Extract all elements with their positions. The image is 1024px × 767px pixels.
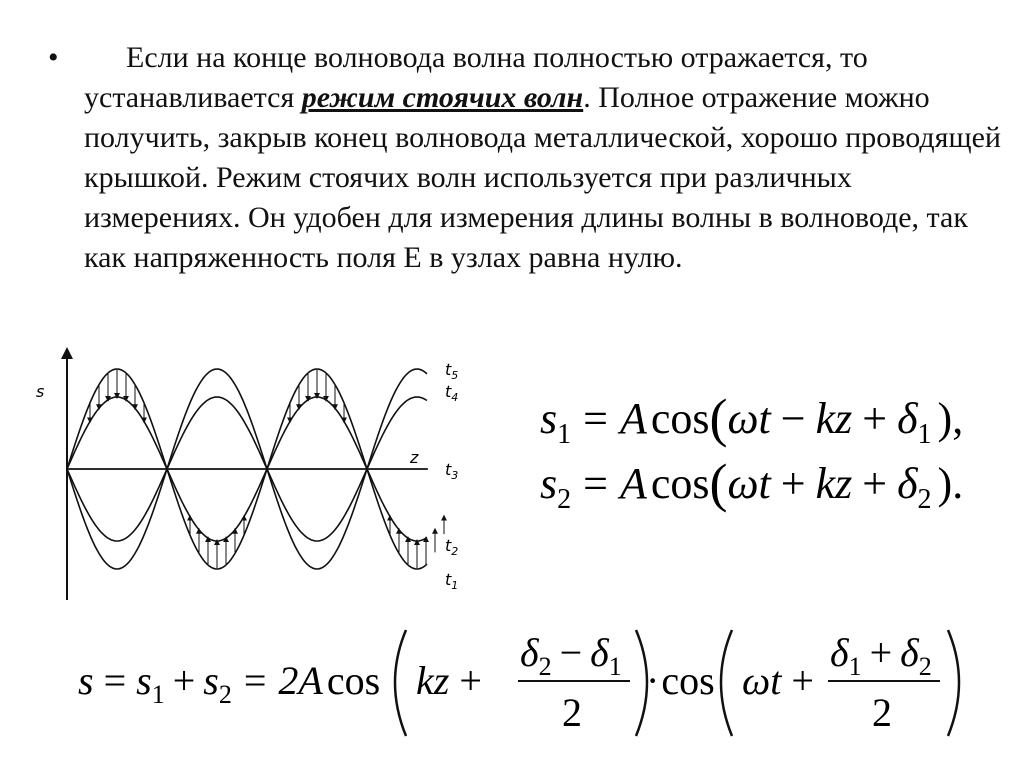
curve-label-t2: $t_2$ [445, 536, 459, 558]
bullet: • [48, 41, 59, 74]
standing-wave-term: режим стоячих волн [301, 81, 584, 114]
curve-label-t4: $t_4$ [445, 382, 459, 404]
curve-label-t1: $t_1$ [445, 570, 459, 592]
svg-text:2: 2 [562, 690, 582, 735]
curve-label-t3: $t_3$ [445, 460, 459, 482]
svg-text:ωt+: ωt + [742, 658, 814, 703]
svg-text:δ1+δ2: $\delta_1 + \delta_2$ [830, 630, 932, 681]
svg-text:s1=Acos(ωt−kz+δ1),: $s_1 = Acos(\omega t$ − kz + $\delta_1$ ), [540, 388, 964, 450]
svg-text:·cos: ·cos [646, 658, 715, 703]
svg-text:δ2−δ1: $\delta_2 - \delta_1$ [520, 630, 622, 681]
svg-text:kz+: kz + [416, 658, 482, 703]
axis-label-s: s [36, 382, 45, 401]
paragraph [84, 38, 1004, 278]
axis-label-z: z [410, 448, 419, 467]
svg-text:s2=Acos(ωt+kz+δ2).: $s_2 = Acos(\omega t$ + kz + $\delta_2$ ). [540, 453, 964, 515]
paragraph-intro: Если на конце волновода волна полностью отражается, то устанавливается [84, 41, 868, 114]
paragraph-rest: . Полное отражение можно получить, закрыв конец волновода металлической, хорошо проводящей крышкой. Режим стоячих волн используется при различных измерениях. Он удобен для измерения длины волны в волноводе, так как напряженность поля E в узлах равна нулю. [84, 81, 1001, 274]
equation-s2 [540, 450, 1000, 515]
equation-sum [78, 618, 978, 748]
svg-text:2: 2 [872, 690, 892, 735]
curve-label-t5: $t_5$ [445, 360, 459, 382]
equation-s1 [540, 385, 1000, 450]
svg-text:s=s1+s2=2Acos: $s = s_1 + s_2 = 2A$ cos [78, 658, 381, 709]
standing-wave-diagram [30, 345, 480, 605]
